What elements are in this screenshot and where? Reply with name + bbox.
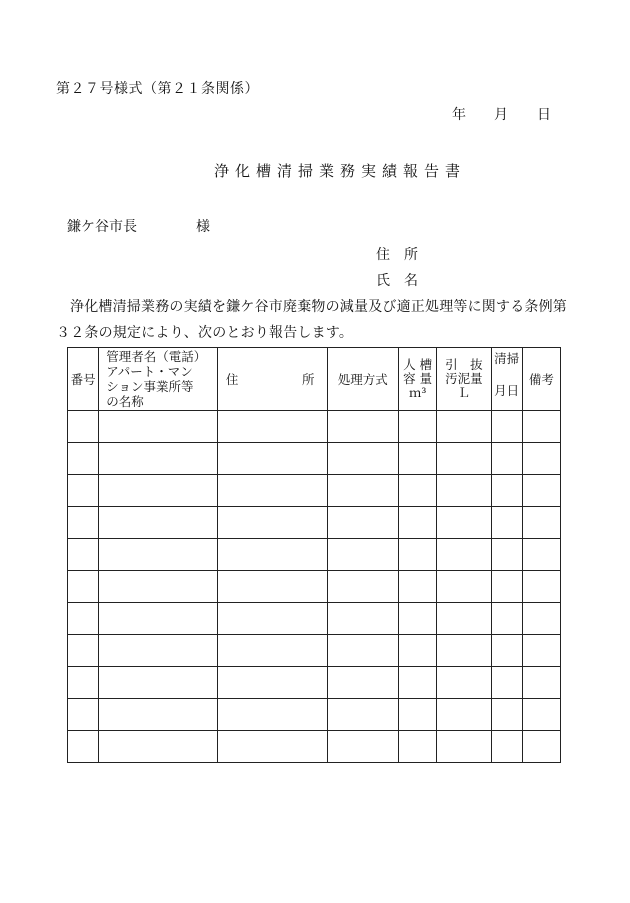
header-cleaning-label: 清掃	[494, 351, 520, 366]
cell-tank-capacity[interactable]	[398, 475, 436, 507]
cell-tank-capacity[interactable]	[398, 667, 436, 699]
header-address	[217, 348, 327, 411]
report-table-body	[68, 411, 561, 763]
table-row	[68, 635, 561, 667]
cell-sludge-volume[interactable]	[437, 539, 491, 571]
header-number: 番号	[68, 348, 99, 411]
table-row	[68, 699, 561, 731]
cell-address[interactable]	[217, 539, 327, 571]
cell-treatment-method[interactable]	[327, 507, 398, 539]
cell-remarks[interactable]	[522, 507, 560, 539]
cell-address[interactable]	[217, 699, 327, 731]
cell-cleaning-date[interactable]	[491, 571, 522, 603]
cell-address[interactable]	[217, 731, 327, 763]
cell-manager-name[interactable]	[99, 731, 218, 763]
table-header-row	[68, 348, 561, 411]
cell-remarks[interactable]	[522, 635, 560, 667]
cell-number[interactable]	[68, 731, 99, 763]
cell-address[interactable]	[217, 571, 327, 603]
cell-treatment-method[interactable]	[327, 667, 398, 699]
form-number: 第２７号様式（第２１条関係）	[56, 81, 259, 97]
date-month-label: 月	[494, 107, 508, 123]
table-row	[68, 571, 561, 603]
cell-sludge-volume[interactable]	[437, 475, 491, 507]
cell-address[interactable]	[217, 635, 327, 667]
cell-tank-capacity[interactable]	[398, 603, 436, 635]
cell-manager-name[interactable]	[99, 475, 218, 507]
header-address-first-char: 住	[225, 372, 239, 387]
header-remarks: 備考	[522, 348, 560, 411]
table-row	[68, 475, 561, 507]
date-year-label: 年	[452, 107, 466, 123]
cell-treatment-method[interactable]	[327, 539, 398, 571]
cell-remarks[interactable]	[522, 411, 560, 443]
cell-cleaning-date[interactable]	[491, 411, 522, 443]
cell-remarks[interactable]	[522, 667, 560, 699]
header-tank-capacity: 人 槽 容 量 ｍ³	[398, 348, 436, 411]
cell-remarks[interactable]	[522, 475, 560, 507]
cell-cleaning-date[interactable]	[491, 603, 522, 635]
cell-tank-capacity[interactable]	[398, 635, 436, 667]
table-row	[68, 411, 561, 443]
cell-remarks[interactable]	[522, 443, 560, 475]
cell-sludge-volume[interactable]	[437, 603, 491, 635]
cell-tank-capacity[interactable]	[398, 507, 436, 539]
cell-remarks[interactable]	[522, 539, 560, 571]
cell-address[interactable]	[217, 443, 327, 475]
header-address-second-char: 所	[302, 372, 315, 387]
cell-manager-name[interactable]	[99, 411, 218, 443]
addressee: 鎌ケ谷市長	[67, 219, 137, 235]
cell-number[interactable]	[68, 539, 99, 571]
cell-number[interactable]	[68, 603, 99, 635]
cell-manager-name[interactable]	[99, 507, 218, 539]
table-row	[68, 539, 561, 571]
cell-remarks[interactable]	[522, 731, 560, 763]
header-treatment-method: 処理方式	[327, 348, 398, 411]
cell-number[interactable]	[68, 411, 99, 443]
cell-sludge-volume[interactable]	[437, 507, 491, 539]
document-title: 浄化槽清掃業務実績報告書	[213, 162, 466, 180]
cell-cleaning-date[interactable]	[491, 475, 522, 507]
header-cleaning-date	[491, 348, 522, 411]
cell-treatment-method[interactable]	[327, 731, 398, 763]
cell-cleaning-date[interactable]	[491, 667, 522, 699]
cell-sludge-volume[interactable]	[437, 571, 491, 603]
cell-number[interactable]	[68, 475, 99, 507]
date-day-label: 日	[537, 107, 551, 123]
cell-cleaning-date[interactable]	[491, 635, 522, 667]
cell-sludge-volume[interactable]	[437, 443, 491, 475]
cell-treatment-method[interactable]	[327, 571, 398, 603]
cell-sludge-volume[interactable]	[437, 667, 491, 699]
table-row	[68, 507, 561, 539]
cell-treatment-method[interactable]	[327, 699, 398, 731]
cell-number[interactable]	[68, 507, 99, 539]
cell-cleaning-date[interactable]	[491, 443, 522, 475]
reporter-address-label: 住所	[376, 247, 432, 263]
header-sludge-volume: 引 抜 汚泥量 Ｌ	[437, 348, 491, 411]
cell-treatment-method[interactable]	[327, 603, 398, 635]
cell-sludge-volume[interactable]	[437, 731, 491, 763]
cell-cleaning-date[interactable]	[491, 699, 522, 731]
cell-manager-name[interactable]	[99, 443, 218, 475]
cell-tank-capacity[interactable]	[398, 731, 436, 763]
table-row	[68, 667, 561, 699]
header-month-day-label: 月日	[494, 383, 520, 398]
cell-sludge-volume[interactable]	[437, 635, 491, 667]
cell-sludge-volume[interactable]	[437, 699, 491, 731]
cell-number[interactable]	[68, 635, 99, 667]
cell-tank-capacity[interactable]	[398, 571, 436, 603]
cell-treatment-method[interactable]	[327, 635, 398, 667]
cell-treatment-method[interactable]	[327, 475, 398, 507]
report-statement: 浄化槽清掃業務の実績を鎌ケ谷市廃棄物の減量及び適正処理等に関する条例第３２条の規定により、次のとおり報告します。	[56, 299, 567, 341]
report-table	[67, 347, 561, 763]
cell-treatment-method[interactable]	[327, 443, 398, 475]
cell-treatment-method[interactable]	[327, 411, 398, 443]
cell-number[interactable]	[68, 667, 99, 699]
cell-manager-name[interactable]	[99, 571, 218, 603]
cell-tank-capacity[interactable]	[398, 539, 436, 571]
cell-cleaning-date[interactable]	[491, 539, 522, 571]
cell-tank-capacity[interactable]	[398, 443, 436, 475]
reporter-name-label: 氏名	[376, 273, 432, 289]
cell-tank-capacity[interactable]	[398, 411, 436, 443]
cell-manager-name[interactable]	[99, 699, 218, 731]
cell-manager-name[interactable]	[99, 635, 218, 667]
cell-tank-capacity[interactable]	[398, 699, 436, 731]
honorific: 様	[196, 219, 210, 235]
cell-cleaning-date[interactable]	[491, 731, 522, 763]
cell-address[interactable]	[217, 603, 327, 635]
cell-manager-name[interactable]	[99, 539, 218, 571]
cell-address[interactable]	[217, 507, 327, 539]
cell-manager-name[interactable]	[99, 603, 218, 635]
cell-number[interactable]	[68, 699, 99, 731]
cell-manager-name[interactable]	[99, 667, 218, 699]
table-row	[68, 731, 561, 763]
table-row	[68, 603, 561, 635]
cell-remarks[interactable]	[522, 603, 560, 635]
cell-address[interactable]	[217, 475, 327, 507]
cell-number[interactable]	[68, 443, 99, 475]
cell-address[interactable]	[217, 411, 327, 443]
header-manager-name: 管理者名（電話） アパート・マン ション事業所等 の名称	[99, 348, 218, 411]
cell-cleaning-date[interactable]	[491, 507, 522, 539]
cell-remarks[interactable]	[522, 571, 560, 603]
table-row	[68, 443, 561, 475]
cell-remarks[interactable]	[522, 699, 560, 731]
cell-number[interactable]	[68, 571, 99, 603]
cell-address[interactable]	[217, 667, 327, 699]
cell-sludge-volume[interactable]	[437, 411, 491, 443]
